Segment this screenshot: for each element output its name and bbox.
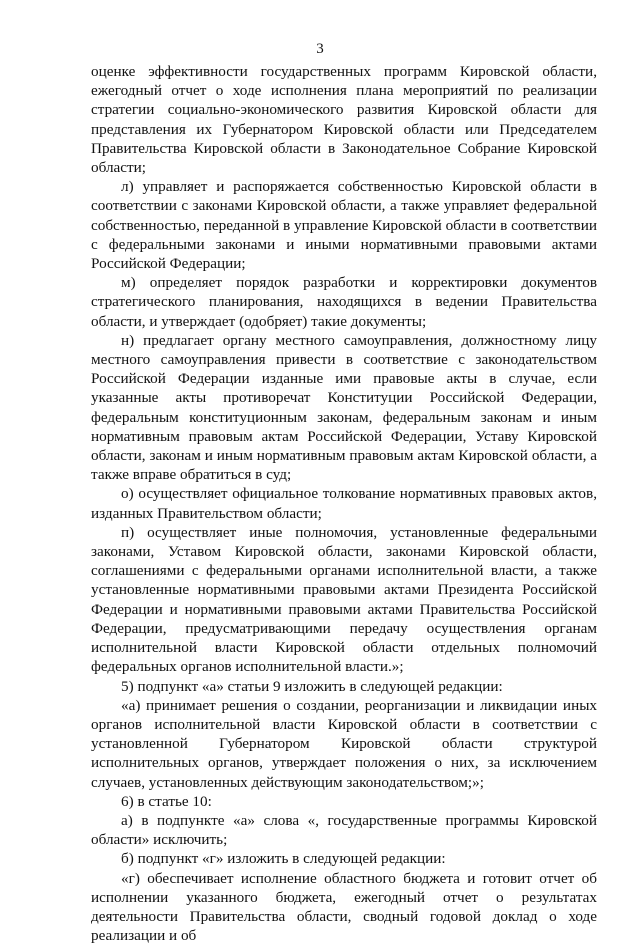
- page-number: 3: [316, 41, 324, 57]
- document-body: [91, 62, 597, 945]
- paragraph-item-l: л) управляет и распоряжается собственностью Кировской области в соответствии с законами Кировской области, а также управляет федеральной собственностью, переданной в управление Кировской области в соответствии с федеральными законами и иными нормативными правовыми актами Российской Федерации;: [91, 178, 597, 273]
- paragraph-amendment-5: 5) подпункт «а» статьи 9 изложить в следующей редакции:: [121, 677, 503, 695]
- paragraph-item-n: н) предлагает органу местного самоуправления, должностному лицу местного самоуправления привести в соответствие с законодательством Российской Федерации изданные ими правовые акты в случае, если указанные акты противоречат Конституции Российской Федерации, федеральным конституционным законам, федеральным законам и иным нормативным правовым актам Российской Федерации, Уставу Кировской области, законам и иным нормативным правовым актам Кировской области, а также вправе обратиться в суд;: [91, 331, 597, 484]
- paragraph-subitem-a: а) в подпункте «а» слова «, государственные программы Кировской области» исключить;: [91, 811, 597, 849]
- paragraph-item-o: о) осуществляет официальное толкование нормативных правовых актов, изданных Правительством области;: [91, 485, 597, 522]
- paragraph-item-g-text: «г) обеспечивает исполнение областного бюджета и готовит отчет об исполнении указанного бюджета, ежегодный отчет о результатах деятельности Правительства области, сводный годовой доклад о ходе реализации и об: [91, 869, 597, 945]
- paragraph-continuation: оценке эффективности государственных программ Кировской области, ежегодный отчет о ходе исполнения плана мероприятий по реализации стратегии социально-экономического развития Кировской области для представления их Губернатором Кировской области или Председателем Правительства Кировской области в Законодательное Собрание Кировской области;: [91, 63, 597, 177]
- paragraph-subitem-b: б) подпункт «г» изложить в следующей редакции:: [121, 850, 446, 868]
- paragraph-amendment-6: 6) в статье 10:: [121, 792, 212, 810]
- paragraph-item-m: м) определяет порядок разработки и корректировки документов стратегического планирования, находящихся в ведении Правительства области, и утверждает (одобряет) такие документы;: [91, 274, 597, 330]
- paragraph-item-a-text: «а) принимает решения о создании, реорганизации и ликвидации иных органов исполнительной власти Кировской области в соответствии с установленной Губернатором Кировской области структурой исполнительных органов, утверждает положения о них, за исключением случаев, установленных действующим законодательством;»;: [91, 696, 597, 791]
- paragraph-item-p: п) осуществляет иные полномочия, установленные федеральными законами, Уставом Кировской области, законами Кировской области, соглашениями с федеральными органами исполнительной власти, а также установленные нормативными правовыми актами Президента Российской Федерации и нормативными правовыми актами Правительства Российской Федерации, предусматривающими передачу осуществления органам исполнительной власти Кировской области отдельных полномочий федеральных органов исполнительной власти.»;: [91, 523, 597, 676]
